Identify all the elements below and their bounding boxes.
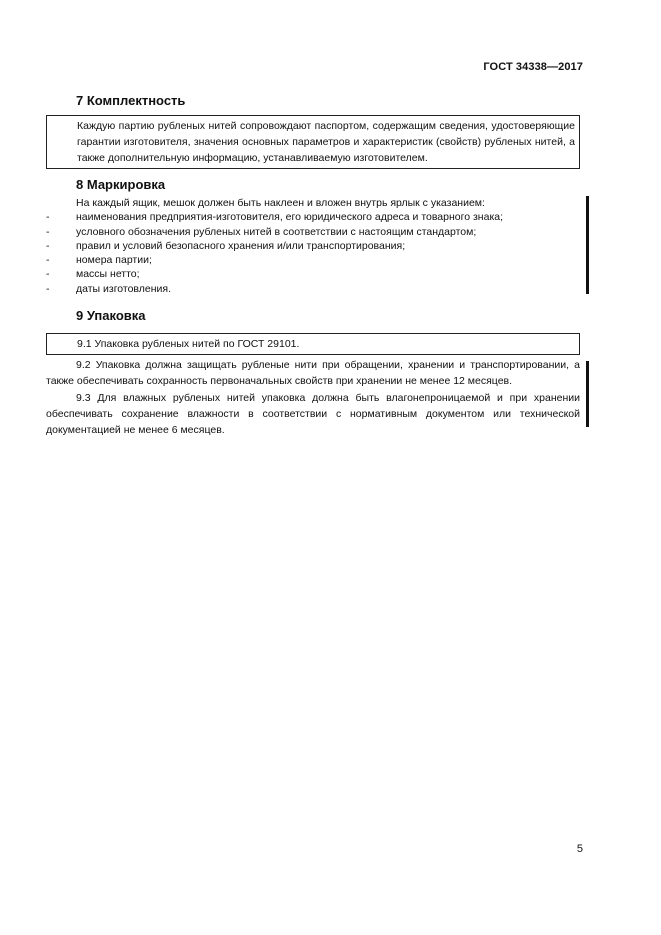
change-bar-section-8 bbox=[586, 196, 589, 294]
change-bar-section-9 bbox=[586, 361, 589, 427]
section-7-title: 7 Комплектность bbox=[76, 93, 186, 108]
section-7-box bbox=[46, 115, 580, 169]
section-9-1-box bbox=[46, 333, 580, 355]
marking-list-item: - даты изготовления. bbox=[46, 282, 580, 296]
section-8-intro: На каждый ящик, мешок должен быть наклеен и вложен внутрь ярлык с указанием: bbox=[76, 197, 485, 209]
section-9-2-text: 9.2 Упаковка должна защищать рубленые нити при обращении, хранении и транспортировании, а также обеспечивать сохранность первоначальных свойств при хранении не менее 12 месяцев. bbox=[46, 359, 580, 387]
section-8-title: 8 Маркировка bbox=[76, 177, 166, 192]
marking-list-item: - наименования предприятия-изготовителя, его юридического адреса и товарного знака; bbox=[46, 210, 580, 224]
section-7-text: Каждую партию рубленых нитей сопровождают паспортом, содержащим сведения, удостоверяющие гарантии изготовителя, значения основных параметров и характеристик (свойств) рубленых нитей, а также дополнительную информацию, устанавливаемую изготовителем. bbox=[77, 120, 575, 164]
marking-list-item: - номера партии; bbox=[46, 253, 580, 267]
section-9-3-text: 9.3 Для влажных рубленых нитей упаковка должна быть влагонепроницаемой и при хранении обеспечивать сохранение влажности в соответствии с нормативным документом или технической документацией не менее 6 месяцев. bbox=[46, 392, 580, 436]
marking-list-item: - массы нетто; bbox=[46, 267, 580, 281]
section-9-title: 9 Упаковка bbox=[76, 308, 146, 323]
page-number: 5 bbox=[576, 843, 583, 855]
section-8-body bbox=[46, 196, 580, 296]
section-9-3-paragraph bbox=[46, 390, 580, 438]
section-9-2-paragraph bbox=[46, 357, 580, 389]
marking-list-item: - условного обозначения рубленых нитей в соответствии с настоящим стандартом; bbox=[46, 225, 580, 239]
section-9-1-text: 9.1 Упаковка рубленых нитей по ГОСТ 29101. bbox=[77, 338, 300, 350]
marking-list-item: - правил и условий безопасного хранения и/или транспортирования; bbox=[46, 239, 580, 253]
document-code-header: ГОСТ 34338—2017 bbox=[483, 61, 583, 73]
